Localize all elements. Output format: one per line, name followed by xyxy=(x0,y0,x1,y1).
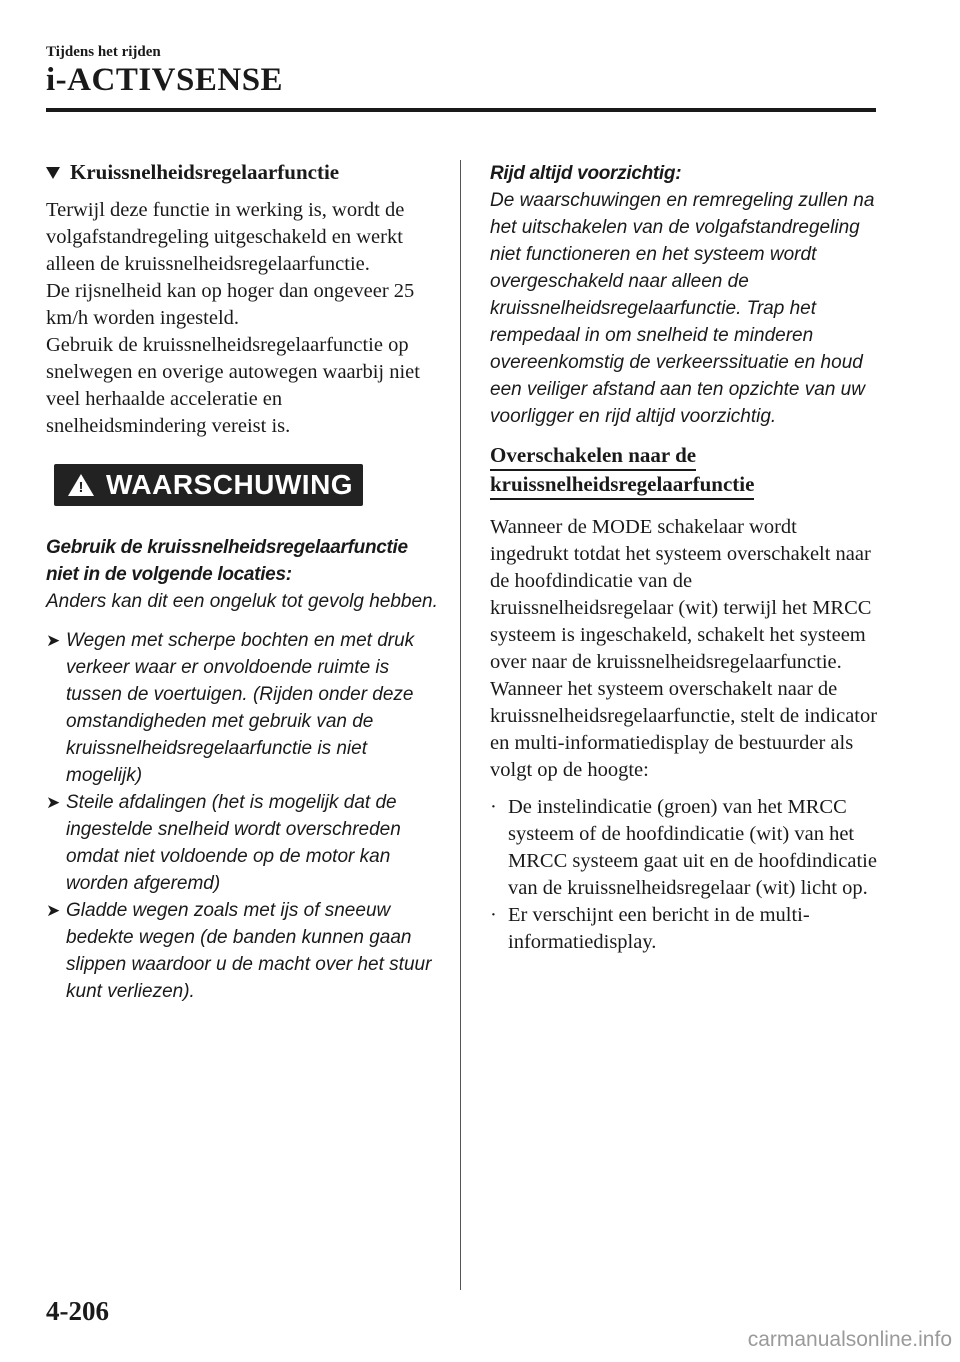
dot-list xyxy=(490,794,880,956)
dot-bullet-icon: · xyxy=(490,904,497,926)
list-item xyxy=(490,794,880,902)
subsection-heading-text: Kruissnelheidsregelaarfunctie xyxy=(70,160,340,184)
warning-label: WAARSCHUWING xyxy=(106,469,354,500)
list-item-text: De instelindicatie (groen) van het MRCC systeem of de hoofdindicatie (wit) van het MRCC systeem gaat uit en de hoofdindicatie van de kruissnelheidsregelaar (wit) licht op. xyxy=(508,796,877,899)
arrow-bullet-icon: ➤ xyxy=(46,793,61,812)
triangle-down-icon xyxy=(46,167,60,179)
page-title: i-ACTIVSENSE xyxy=(46,62,284,98)
header-rule xyxy=(46,108,876,112)
right-column xyxy=(490,160,880,956)
list-item xyxy=(46,897,438,1005)
dot-bullet-icon: · xyxy=(490,796,497,818)
arrow-bullet-icon: ➤ xyxy=(46,901,61,920)
list-item xyxy=(490,902,880,956)
caution-heading: Rijd altijd voorzichtig: xyxy=(490,163,682,184)
section-label: Tijdens het rijden xyxy=(46,44,161,60)
list-item-text: Er verschijnt een bericht in de multi-informatiedisplay. xyxy=(508,904,810,953)
intro-paragraph: Terwijl deze functie in werking is, wordt de volgafstandregeling uitgeschakeld en werkt alleen de kruissnelheidsregelaarfunctie. De rijsnelheid kan op hoger dan ongeveer 25 km/h worden ingesteld. Gebruik de kruissnelheidsregelaarfunctie op snelwegen en overige autowegen waarbij niet veel herhaalde acceleratie en snelheidsmindering vereist is. xyxy=(46,199,420,437)
list-item xyxy=(46,789,438,897)
left-column xyxy=(46,160,438,1005)
page-number: 4-206 xyxy=(46,1296,109,1326)
list-item-text: Wegen met scherpe bochten en met druk verkeer waar er onvoldoende ruimte is tussen de voertuigen. (Rijden onder deze omstandigheden met gebruik van de kruissnelheidsregelaarfunctie is niet mogelijk) xyxy=(66,630,415,786)
warning-icon: ! xyxy=(68,474,94,496)
section-heading xyxy=(490,442,880,500)
subsection-heading xyxy=(46,160,438,185)
warning-heading: Gebruik de kruissnelheidsregelaarfunctie niet in de volgende locaties: xyxy=(46,537,408,585)
section-heading-line2: kruissnelheidsregelaarfunctie xyxy=(490,471,754,500)
watermark: carmanualsonline.info xyxy=(747,1328,952,1351)
caution-text: De waarschuwingen en remregeling zullen na het uitschakelen van de volgafstandregeling niet functioneren en het systeem wordt overgeschakeld naar alleen de kruissnelheidsregelaarfunctie. Trap het rempedaal in om snelheid te minderen overeenkomstig de verkeerssituatie en houd een veiliger afstand aan ten opzichte van uw voorligger en rijd altijd voorzichtig. xyxy=(490,190,875,427)
warning-banner xyxy=(54,464,363,506)
list-item-text: Steile afdalingen (het is mogelijk dat de ingestelde snelheid wordt overschreden omdat niet voldoende op de motor kan worden afgeremd) xyxy=(66,792,401,894)
section-heading-line1: Overschakelen naar de xyxy=(490,442,696,471)
list-item xyxy=(46,627,438,789)
mode-paragraph: Wanneer de MODE schakelaar wordt ingedrukt totdat het systeem overschakelt naar de hoofdindicatie van de kruissnelheidsregelaar (wit) terwijl het MRCC systeem is ingeschakeld, schakelt het systeem over naar de kruissnelheidsregelaarfunctie. Wanneer het systeem overschakelt naar de kruissnelheidsregelaarfunctie, stelt de indicator en multi-informatiedisplay de bestuurder als volgt op de hoogte: xyxy=(490,516,878,781)
warning-text: Anders kan dit een ongeluk tot gevolg hebben. xyxy=(46,591,438,612)
column-divider xyxy=(460,160,461,1290)
warning-bullet-list xyxy=(46,627,438,1005)
arrow-bullet-icon: ➤ xyxy=(46,631,61,650)
list-item-text: Gladde wegen zoals met ijs of sneeuw bedekte wegen (de banden kunnen gaan slippen waardoor u de macht over het stuur kunt verliezen). xyxy=(66,900,432,1002)
